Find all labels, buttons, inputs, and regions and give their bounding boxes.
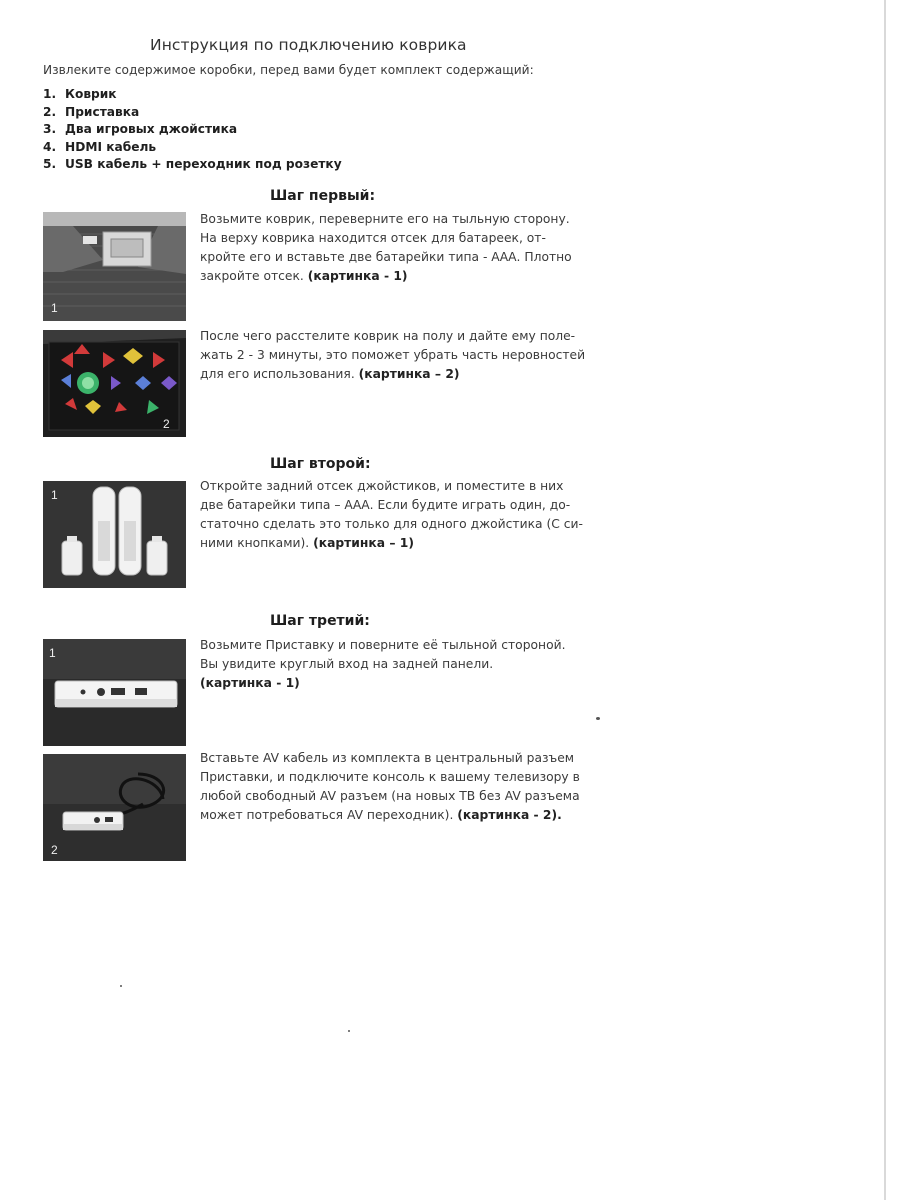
step3-photo2-label: 2 [51,843,58,857]
scan-speck [596,717,600,720]
scan-speck [348,1030,350,1032]
step1-photo1-label: 1 [51,301,58,315]
step3-heading: Шаг третий: [270,613,370,629]
step1-photo-mat-front [43,330,186,437]
intro-text: Извлеките содержимое коробки, перед вами будет комплект содержащий: [43,63,534,77]
step3-photo1-label: 1 [49,646,56,660]
list-item: 5. USB кабель + переходник под розетку [43,157,342,172]
step2-heading: Шаг второй: [270,456,371,472]
step2-paragraph: Откройте задний отсек джойстиков, и поместите в них две батарейки типа – ААА. Если будите играть один, до- статочно сделать это только для одного джойстика (С си- ними кнопками). (картинка – 1) [200,479,583,550]
step3-photo-console-back [43,639,186,746]
step1-photo-mat-back [43,212,186,321]
page-title: Инструкция по подключению коврика [150,36,467,54]
kit-list [43,86,342,174]
step3-paragraph2: Вставьте AV кабель из комплекта в центральный разъем Приставки, и подключите консоль к вашему телевизору в любой свободный AV разъем (на новых ТВ без AV разъема может потребоваться AV переходник). (картинка - 2). [200,751,580,822]
step2-photo-joysticks [43,481,186,588]
step3-photo-av-cable [43,754,186,861]
step1-paragraph1: Возьмите коврик, переверните его на тыльную сторону. На верху коврика находится отсек для батареек, от- кройте его и вставьте две батарейки типа - ААА. Плотно закройте отсек. (картинка - 1) [200,212,572,283]
step2-photo-label: 1 [51,488,58,502]
scan-edge [884,0,886,1200]
step1-heading: Шаг первый: [270,188,376,204]
step1-paragraph2: После чего расстелите коврик на полу и дайте ему поле- жать 2 - 3 минуты, это поможет убрать часть неровностей для его использования. (картинка – 2) [200,329,586,381]
step1-photo2-label: 2 [163,417,170,431]
step3-paragraph1: Возьмите Приставку и поверните её тыльной стороной. Вы увидите круглый вход на задней панели. (картинка - 1) [200,638,566,690]
list-item: 4. HDMI кабель [43,139,157,154]
list-item: 3. Два игровых джойстика [43,122,238,137]
list-item: 1. Коврик [43,87,117,101]
list-item: 2. Приставка [43,104,140,119]
scan-speck [120,985,122,987]
